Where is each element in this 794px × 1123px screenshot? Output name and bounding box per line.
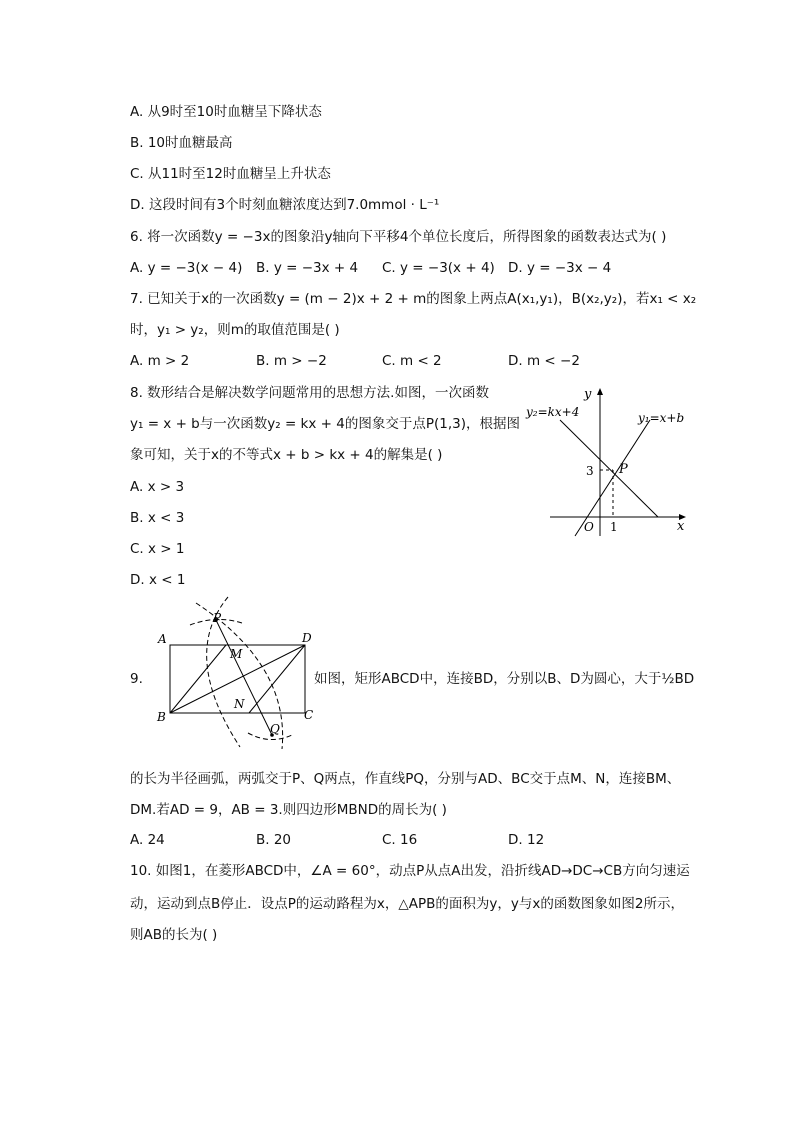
- label-m: M: [230, 647, 243, 661]
- segment-bm: [170, 645, 226, 713]
- q5-option-c: C. 从11时至12时血糖呈上升状态: [130, 166, 331, 182]
- question-10-stem-line3: 则AB的长为( ): [130, 927, 218, 943]
- label-c: C: [304, 708, 314, 722]
- q9-option-d: D. 12: [508, 832, 545, 848]
- question-9-stem-line1: 如图，矩形ABCD中，连接BD，分别以B、D为圆心，大于½BD: [314, 671, 695, 687]
- q6-option-a: A. y = −3(x − 4): [130, 260, 243, 276]
- y-axis-arrow: [597, 388, 603, 395]
- question-9-number: 9.: [130, 671, 143, 687]
- q6-option-b: B. y = −3x + 4: [256, 260, 359, 276]
- label-b: B: [157, 710, 166, 724]
- line-y1-label: y₁=x+b: [638, 411, 685, 425]
- q5-option-a: A. 从9时至10时血糖呈下降状态: [130, 104, 322, 120]
- question-9-stem-line3: DM.若AD = 9，AB = 3.则四边形MBND的周长为( ): [130, 802, 447, 818]
- label-q: Q: [270, 722, 280, 736]
- origin-label: O: [584, 520, 594, 534]
- question-10-stem-line1: 10. 如图1，在菱形ABCD中，∠A = 60°，动点P从点A出发，沿折线AD→DC→CB方向匀速运: [130, 863, 690, 879]
- question-10-stem-line2: 动，运动到点B停止．设点P的运动路程为x，△APB的面积为y，y与x的函数图象如图2所示，: [130, 896, 684, 912]
- q9-figure: [150, 595, 320, 750]
- label-a: A: [158, 632, 167, 646]
- q8-option-c: C. x > 1: [130, 541, 185, 557]
- question-7-stem-line1: 7. 已知关于x的一次函数y = (m − 2)x + 2 + m的图象上两点A(x₁,y₁)，B(x₂,y₂)，若x₁ < x₂: [130, 291, 697, 307]
- y-axis-label: y: [584, 387, 592, 402]
- question-8-stem-line3: 象可知，关于x的不等式x + b > kx + 4的解集是( ): [130, 447, 443, 463]
- question-7-stem-line2: 时，y₁ > y₂，则m的取值范围是( ): [130, 322, 340, 338]
- q6-option-c: C. y = −3(x + 4): [382, 260, 495, 276]
- q8-graph: [526, 380, 700, 540]
- label-d: D: [302, 631, 312, 645]
- q8-option-b: B. x < 3: [130, 510, 185, 526]
- line-y2-label: y₂=kx+4: [526, 405, 580, 419]
- question-8-stem-line2: y₁ = x + b与一次函数y₂ = kx + 4的图象交于点P(1,3)，根据图: [130, 416, 520, 432]
- x-axis-label: x: [677, 519, 685, 534]
- label-p: P: [213, 611, 222, 625]
- q6-option-d: D. y = −3x − 4: [508, 260, 612, 276]
- q9-option-a: A. 24: [130, 832, 165, 848]
- segment-nd: [249, 645, 305, 713]
- line-pq: [216, 620, 272, 735]
- q7-option-b: B. m > −2: [256, 353, 327, 369]
- q7-option-d: D. m < −2: [508, 353, 580, 369]
- question-8-stem-line1: 8. 数形结合是解决数学问题常用的思想方法.如图，一次函数: [130, 385, 489, 401]
- q9-option-b: B. 20: [256, 832, 292, 848]
- q8-option-d: D. x < 1: [130, 572, 186, 588]
- question-9-stem-line2: 的长为半径画弧，两弧交于P、Q两点，作直线PQ，分别与AD、BC交于点M、N，连接BM、: [130, 771, 681, 787]
- q5-option-d: D. 这段时间有3个时刻血糖浓度达到7.0mmol · L⁻¹: [130, 197, 440, 213]
- tick-y-3: 3: [586, 464, 594, 478]
- q7-option-a: A. m > 2: [130, 353, 190, 369]
- q7-option-c: C. m < 2: [382, 353, 442, 369]
- q8-option-a: A. x > 3: [130, 479, 185, 495]
- question-6-stem: 6. 将一次函数y = −3x的图象沿y轴向下平移4个单位长度后，所得图象的函数表达式为( ): [130, 229, 667, 245]
- tick-x-1: 1: [610, 520, 618, 534]
- q5-option-b: B. 10时血糖最高: [130, 135, 233, 151]
- point-p-label: P: [619, 462, 628, 477]
- q9-option-c: C. 16: [382, 832, 418, 848]
- label-n: N: [234, 697, 245, 711]
- line-y2: [560, 420, 658, 517]
